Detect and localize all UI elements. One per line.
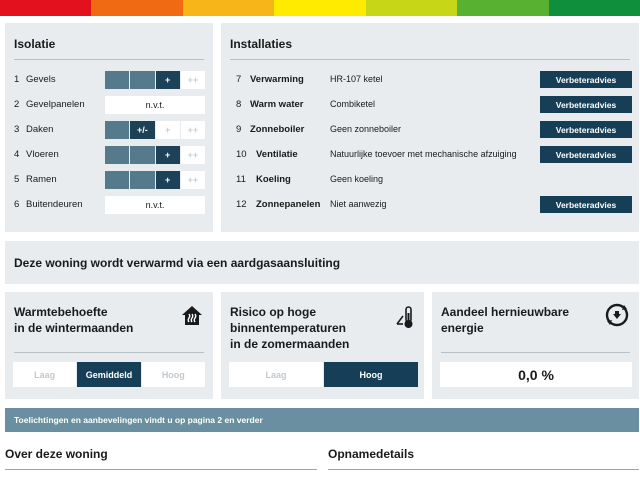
installatie-row-koeling xyxy=(230,171,632,189)
installatie-row-zonneboiler xyxy=(230,121,632,139)
installatie-name: Koeling xyxy=(256,174,291,185)
hernieuwbare-energie-title: Aandeel hernieuwbare energie xyxy=(441,305,570,335)
installatie-number: 9 xyxy=(236,124,242,135)
warmtebehoefte-panel xyxy=(5,292,213,399)
notes-text: Toelichtingen en aanbevelingen vindt u op pagina 2 en verder xyxy=(14,415,263,425)
isolatie-scale-segment xyxy=(130,171,154,189)
hernieuwbare-energie-panel xyxy=(432,292,639,399)
isolatie-label: 3 Daken xyxy=(14,124,54,135)
gas-connection-banner xyxy=(5,241,639,284)
installatie-row-warm-water xyxy=(230,96,632,114)
isolatie-divider xyxy=(14,59,204,60)
energy-class-color-6 xyxy=(457,0,548,16)
energy-class-color-7 xyxy=(549,0,640,16)
isolatie-row-vloeren xyxy=(14,146,206,164)
risico-level-hoog: Hoog xyxy=(324,362,418,387)
isolatie-nvt-value: n.v.t. xyxy=(105,196,205,214)
isolatie-scale-segment: + xyxy=(156,121,180,139)
warmte-level-hoog: Hoog xyxy=(142,362,205,387)
isolatie-scale-segment: +/- xyxy=(130,121,154,139)
isolatie-row-ramen xyxy=(14,171,206,189)
installatie-value: Combiketel xyxy=(330,99,376,109)
installatie-row-verwarming xyxy=(230,71,632,89)
isolatie-scale-segment: ++ xyxy=(181,171,205,189)
installatie-value: Geen koeling xyxy=(330,174,384,184)
isolatie-scale-segment xyxy=(105,121,129,139)
verbeteradvies-button[interactable]: Verbeteradvies xyxy=(540,146,632,163)
risico-panel xyxy=(221,292,424,399)
warmtebehoefte-divider xyxy=(14,352,204,353)
installatie-number: 8 xyxy=(236,99,242,110)
energy-class-color-1 xyxy=(0,0,91,16)
installatie-name: Zonnepanelen xyxy=(256,199,321,210)
isolatie-scale xyxy=(105,146,205,164)
isolatie-label: 5 Ramen xyxy=(14,174,57,185)
installatie-row-zonnepanelen xyxy=(230,196,632,214)
isolatie-row-gevels xyxy=(14,71,206,89)
isolatie-label: 2 Gevelpanelen xyxy=(14,99,85,110)
isolatie-scale-segment: + xyxy=(156,171,180,189)
installaties-divider xyxy=(230,59,630,60)
installaties-panel xyxy=(221,23,639,232)
isolatie-scale-segment: ++ xyxy=(181,146,205,164)
isolatie-scale xyxy=(105,71,205,89)
notes-bar xyxy=(5,408,639,432)
installatie-row-ventilatie xyxy=(230,146,632,164)
installaties-title: Installaties xyxy=(230,37,293,51)
energy-label-color-bar xyxy=(0,0,640,16)
opnamedetails-heading: Opnamedetails xyxy=(328,447,415,461)
isolatie-title: Isolatie xyxy=(14,37,56,51)
isolatie-scale-segment: ++ xyxy=(181,121,205,139)
installatie-number: 12 xyxy=(236,199,247,210)
installatie-name: Zonneboiler xyxy=(250,124,305,135)
over-deze-woning-divider xyxy=(5,469,317,470)
hernieuwbare-energie-value: 0,0 % xyxy=(440,362,632,387)
isolatie-scale-segment xyxy=(105,171,129,189)
isolatie-nvt-value: n.v.t. xyxy=(105,96,205,114)
gas-connection-text: Deze woning wordt verwarmd via een aardgasaansluiting xyxy=(14,256,341,270)
installatie-number: 10 xyxy=(236,149,247,160)
installatie-name: Ventilatie xyxy=(256,149,298,160)
warmtebehoefte-title: Warmtebehoefte in de wintermaanden xyxy=(14,305,134,335)
installatie-value: Niet aanwezig xyxy=(330,199,387,209)
isolatie-scale-segment xyxy=(105,71,129,89)
opnamedetails-divider xyxy=(328,469,639,470)
installatie-number: 11 xyxy=(236,174,246,185)
warmtebehoefte-scale xyxy=(13,362,205,387)
risico-title: Risico op hoge binnentemperaturen in de zomermaanden xyxy=(230,305,350,351)
isolatie-scale xyxy=(105,121,205,139)
over-deze-woning-heading: Over deze woning xyxy=(5,447,108,461)
isolatie-row-buitendeuren xyxy=(14,196,206,214)
warmte-level-laag: Laag xyxy=(13,362,76,387)
energy-class-color-3 xyxy=(183,0,274,16)
isolatie-scale-segment: + xyxy=(156,146,180,164)
isolatie-scale-segment xyxy=(105,146,129,164)
warmte-level-gemiddeld: Gemiddeld xyxy=(77,362,140,387)
installatie-value: Geen zonneboiler xyxy=(330,124,402,134)
installatie-value: HR-107 ketel xyxy=(330,74,383,84)
energy-class-color-4 xyxy=(274,0,365,16)
isolatie-scale xyxy=(105,171,205,189)
risico-scale xyxy=(229,362,418,387)
installatie-value: Natuurlijke toevoer met mechanische afzuiging xyxy=(330,149,517,159)
house-heat-icon xyxy=(179,302,205,328)
renewable-cycle-icon xyxy=(604,302,630,328)
isolatie-scale-segment: + xyxy=(156,71,180,89)
thermometer-icon xyxy=(393,304,419,330)
isolatie-label: 1 Gevels xyxy=(14,74,56,85)
verbeteradvies-button[interactable]: Verbeteradvies xyxy=(540,96,632,113)
energy-class-color-2 xyxy=(91,0,182,16)
isolatie-row-daken xyxy=(14,121,206,139)
verbeteradvies-button[interactable]: Verbeteradvies xyxy=(540,71,632,88)
installatie-number: 7 xyxy=(236,74,242,85)
isolatie-label: 6 Buitendeuren xyxy=(14,199,83,210)
isolatie-scale-segment xyxy=(130,71,154,89)
verbeteradvies-button[interactable]: Verbeteradvies xyxy=(540,196,632,213)
hernieuwbare-energie-divider xyxy=(441,352,630,353)
isolatie-row-gevelpanelen xyxy=(14,96,206,114)
installatie-name: Verwarming xyxy=(250,74,304,85)
isolatie-scale-segment xyxy=(130,146,154,164)
energy-class-color-5 xyxy=(366,0,457,16)
installatie-name: Warm water xyxy=(250,99,304,110)
verbeteradvies-button[interactable]: Verbeteradvies xyxy=(540,121,632,138)
risico-level-laag: Laag xyxy=(229,362,323,387)
isolatie-scale-segment: ++ xyxy=(181,71,205,89)
isolatie-label: 4 Vloeren xyxy=(14,149,59,160)
isolatie-panel xyxy=(5,23,213,232)
